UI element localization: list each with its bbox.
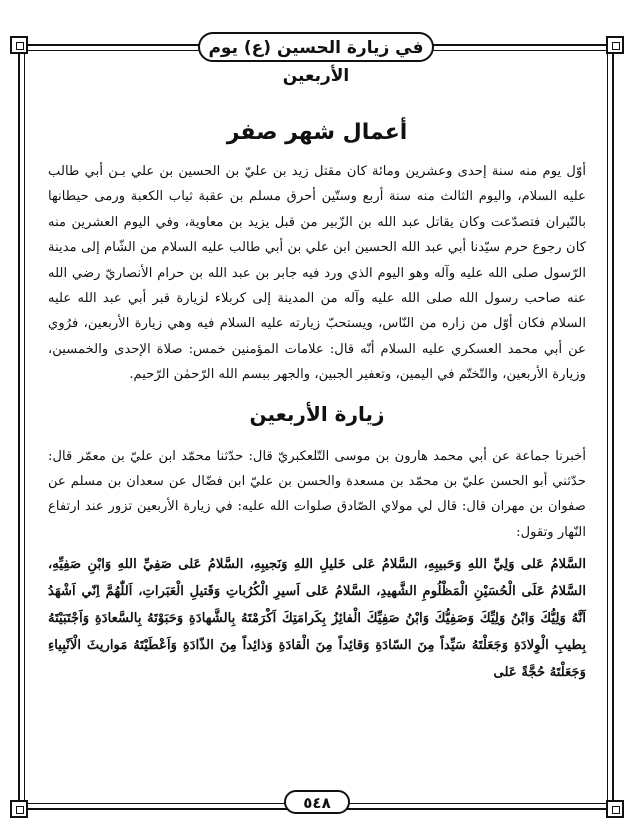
corner-ornament-icon — [606, 800, 624, 818]
page-content — [48, 112, 586, 699]
running-header: في زيارة الحسين (ع) يوم الأربعين — [198, 32, 434, 62]
corner-ornament-icon — [10, 36, 28, 54]
corner-ornament-icon — [10, 800, 28, 818]
safar-paragraph: أوّل يوم منه سنة إحدى وعشرين ومائة كان مقتل زيد بن عليّ بن الحسين بن علي بـن أبي طالب عليه السلام، واليوم الثالث منه سنة أربع وستّين أحرق مسلم بن عقبة ثياب الكعبة ورمى حيطانها بالنّيران فتصدّعت وكان يقاتل عبد الله بن الزّبير من قبل يزيد بن معاوية، وفي اليوم العشرين منه كان رجوع حرم سيّدنا أبي عبد الله الحسين ابن علي بن أبي طالب عليه السلام من الشّام إلى مدينة الرّسول صلى الله عليه وآله وهو اليوم الذي ورد فيه جابر بن عبد الله بن حرام الأنصاريّ رضي الله عنه صاحب رسول الله صلى الله عليه وآله من المدينة إلى كربلاء لزيارة قبر أبي عبد الله عليه السلام فكان أوّل من زاره من النّاس، ويستحبّ زيارته عليه السلام فيه وهي زيارة الأربعين، فرُوي عن أبي محمد العسكري عليه السلام أنّه قال: علامات المؤمنين خمس: صلاة الإحدى والخمسين، وزيارة الأربعين، والتّختّم في اليمين، وتعفير الجبين، والجهر ببسم الله الرّحمٰن الرّحيم. — [48, 164, 586, 383]
page-number: ٥٤٨ — [284, 790, 350, 814]
section-title-safar: أعمال شهر صفر — [226, 120, 408, 145]
corner-ornament-icon — [606, 36, 624, 54]
arbaeen-isnad-paragraph: أخبرنا جماعة عن أبي محمد هارون بن موسى التّلعكبريّ قال: حدّثنا محمّد ابن عليّ بن معمّر قال: حدّثني أبو الحسن عليّ بن محمّد بن مسعدة والحسن بن عليّ ابن فضّال عن سعدان بن مسلم عن صفوان بن مهران قال: قال لي مولاي الصّادق صلوات الله عليه: في زيارة الأربعين تزور عند ارتفاع النّهار وتقول: — [48, 448, 586, 540]
section-title-arbaeen: زيارة الأربعين — [249, 401, 385, 426]
ziyarah-text: السَّلامُ عَلى وَلِيِّ اللهِ وَحَبيبِهِ، السَّلامُ عَلى خَليلِ اللهِ وَنَجيبِهِ، السَّلامُ عَلى صَفِيِّ اللهِ وَابْنِ صَفِيِّهِ، السَّلامُ عَلَى الْحُسَيْنِ الْمَظْلُومِ الشَّهيدِ، السَّلامُ عَلى اَسيرِ الْكُرُباتِ وَقَتيلِ الْعَبَراتِ، اَللّٰهُمَّ اِنّي اَشْهَدُ اَنَّهُ وَلِيُّكَ وَابْنُ وَلِيِّكَ وَصَفِيُّكَ وَابْنُ صَفِيِّكَ الْفائِزُ بِكَرامَتِكَ اَكْرَمْتَهُ بِالشَّهادَةِ وَحَبَوْتَهُ بِالسَّعادَةِ وَاَجْتَبَيْتَهُ بِطيبِ الْوِلادَةِ وَجَعَلْتَهُ سَيِّداً مِنَ السّادَةِ وَقائِداً مِنَ الْقادَةِ وَذائِداً مِنَ الذّادَةِ وَاَعْطَيْتَهُ مَواريثَ الْاَنْبِياءِ وَجَعَلْتَهُ حُجَّةً عَلى — [48, 557, 586, 681]
